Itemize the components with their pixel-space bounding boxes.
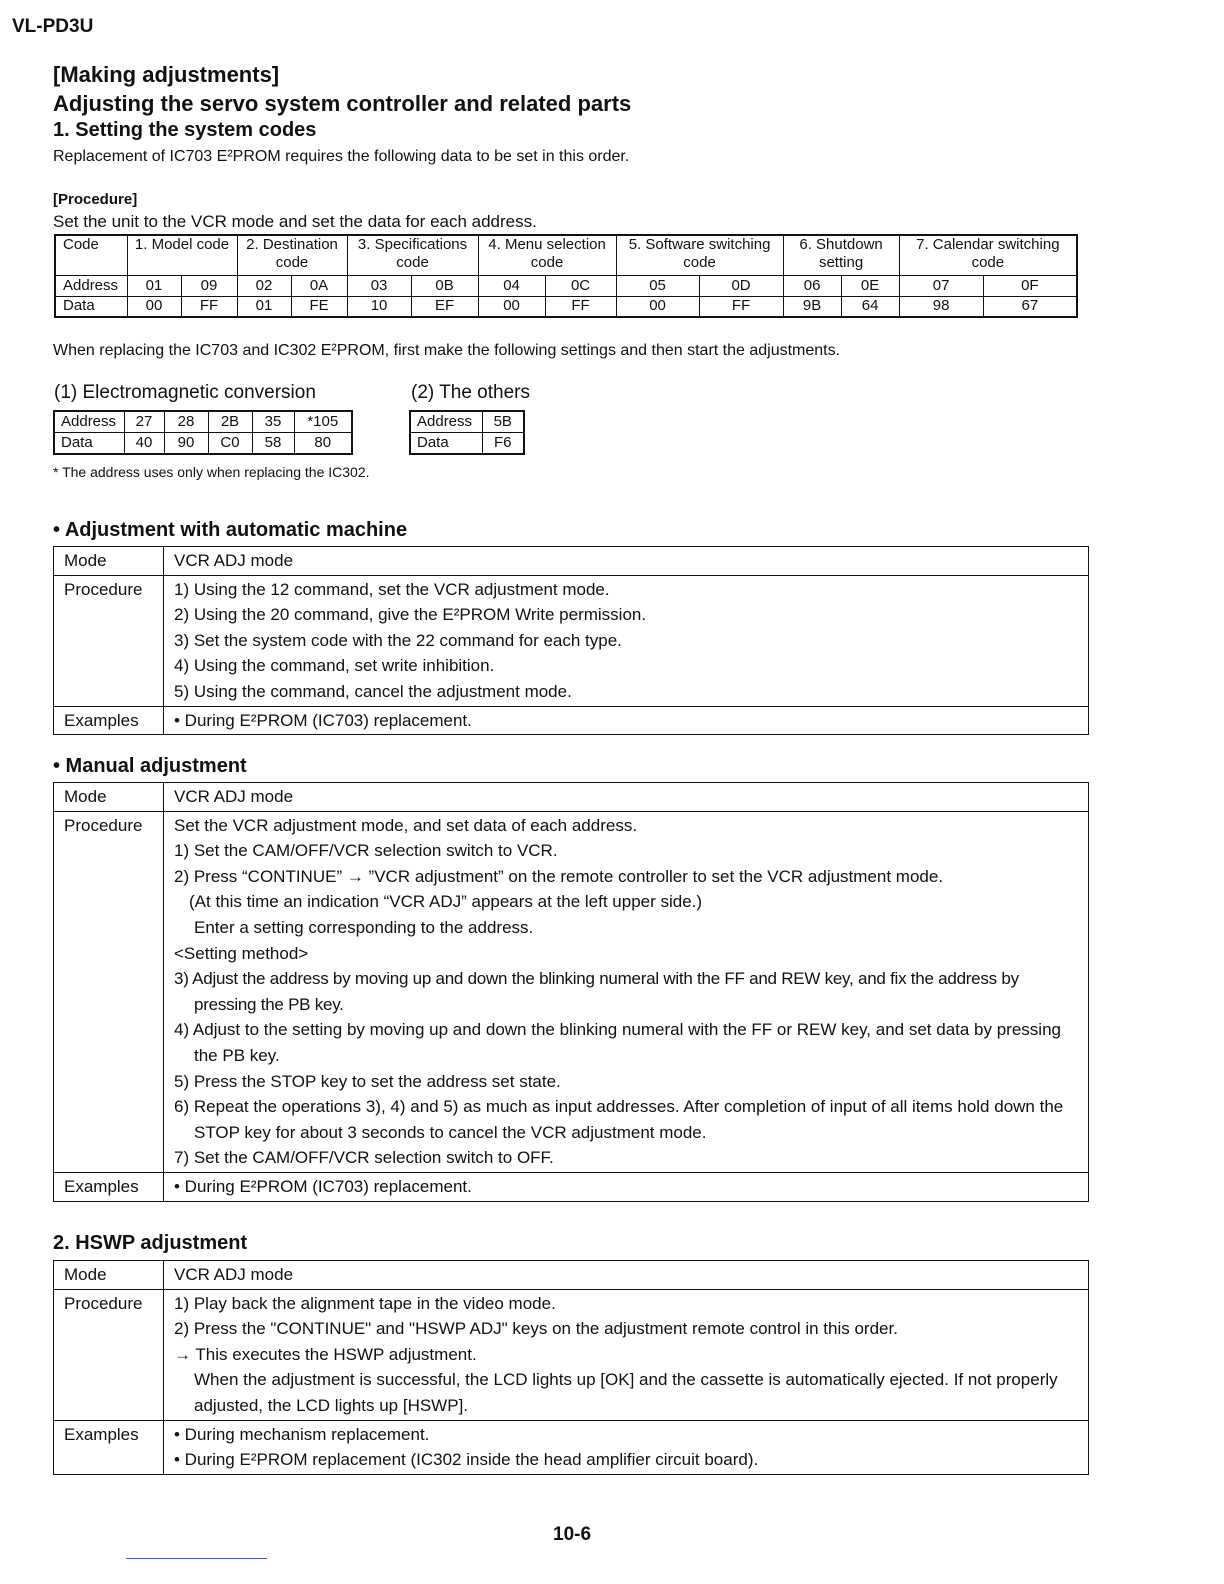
data-cell: EF — [411, 296, 478, 317]
auto-adjustment-table — [53, 546, 1089, 735]
example: • During E²PROM (IC703) replacement. — [164, 1172, 1089, 1201]
address-cell: 0E — [841, 275, 899, 296]
address-cell: 2B — [208, 411, 252, 433]
mode-label: Mode — [54, 1261, 164, 1290]
step: 3) Adjust the address by moving up and down the blinking numeral with the FF and REW key, and fix the address by pressing the PB key. — [174, 969, 1019, 1014]
step: 5) Press the STOP key to set the address set state. — [174, 1071, 561, 1091]
address-cell: 04 — [478, 275, 545, 296]
data-cell: FE — [291, 296, 347, 317]
data-cell: 01 — [237, 296, 291, 317]
examples-label: Examples — [54, 1172, 164, 1201]
address-cell: 0C — [545, 275, 616, 296]
data-cell: C0 — [208, 433, 252, 455]
examples-label: Examples — [54, 706, 164, 735]
data-cell: FF — [699, 296, 783, 317]
system-code-table — [54, 234, 1078, 318]
code-header: 5. Software switching code — [616, 235, 783, 275]
table-row — [54, 1289, 1089, 1420]
code-header: 1. Model code — [127, 235, 237, 275]
code-header: 6. Shutdown setting — [783, 235, 899, 275]
address-cell: 06 — [783, 275, 841, 296]
example: • During E²PROM replacement (IC302 inside the head amplifier circuit board). — [174, 1450, 759, 1470]
data-cell: F6 — [482, 433, 524, 455]
address-cell: 0A — [291, 275, 347, 296]
procedure-label: Procedure — [54, 1289, 164, 1420]
step: 3) Set the system code with the 22 command for each type. — [174, 630, 622, 650]
procedure-steps — [164, 575, 1089, 706]
data-cell: FF — [181, 296, 237, 317]
code-label: Code — [55, 235, 127, 275]
table-row — [54, 811, 1089, 1172]
examples-label: Examples — [54, 1420, 164, 1474]
code-header: 2. Destination code — [237, 235, 347, 275]
address-cell: 03 — [347, 275, 411, 296]
table-row — [54, 1420, 1089, 1474]
step: → This executes the HSWP adjustment. — [174, 1344, 477, 1364]
table-row — [54, 575, 1089, 706]
step: 4) Adjust to the setting by moving up and down the blinking numeral with the FF or REW key, and set data by pressing the PB key. — [174, 1020, 1061, 1065]
step: 1) Set the CAM/OFF/VCR selection switch to VCR. — [174, 841, 558, 861]
data-cell: FF — [545, 296, 616, 317]
address-label: Address — [54, 411, 124, 433]
step: 1) Play back the alignment tape in the video mode. — [174, 1293, 556, 1313]
procedure-steps — [164, 811, 1089, 1172]
address-cell: *105 — [294, 411, 352, 433]
procedure-steps — [164, 1289, 1089, 1420]
step: 6) Repeat the operations 3), 4) and 5) as much as input addresses. After completion of input of all items hold down the STOP key for about 3 seconds to cancel the VCR adjustment mode. — [174, 1097, 1064, 1142]
mode-value: VCR ADJ mode — [164, 547, 1089, 576]
data-cell: 10 — [347, 296, 411, 317]
code-header: 7. Calendar switching code — [899, 235, 1077, 275]
data-cell: 00 — [616, 296, 699, 317]
address-cell: 0F — [983, 275, 1077, 296]
code-header: 3. Specifications code — [347, 235, 478, 275]
data-row — [55, 296, 1077, 317]
table-row — [54, 433, 352, 455]
mode-value: VCR ADJ mode — [164, 783, 1089, 812]
others-title: (2) The others — [411, 382, 530, 403]
procedure-label: Procedure — [54, 811, 164, 1172]
address-cell: 07 — [899, 275, 983, 296]
table-row — [54, 547, 1089, 576]
step: <Setting method> — [174, 943, 309, 963]
table-row — [410, 433, 524, 455]
table-row — [54, 1261, 1089, 1290]
example: • During mechanism replacement. — [174, 1424, 430, 1444]
others-table — [409, 410, 525, 455]
data-cell: 64 — [841, 296, 899, 317]
code-header: 4. Menu selection code — [478, 235, 616, 275]
data-cell: 90 — [164, 433, 208, 455]
data-cell: 40 — [124, 433, 164, 455]
data-cell: 58 — [252, 433, 294, 455]
data-cell: 98 — [899, 296, 983, 317]
mode-label: Mode — [54, 547, 164, 576]
address-label: Address — [410, 411, 482, 433]
data-label: Data — [54, 433, 124, 455]
section-subtitle: Adjusting the servo system controller and related parts — [53, 91, 632, 116]
procedure-label: [Procedure] — [53, 191, 138, 208]
setting-intro: Replacement of IC703 E²PROM requires the following data to be set in this order. — [53, 148, 630, 165]
address-label: Address — [55, 275, 127, 296]
step: Enter a setting corresponding to the address. — [194, 917, 534, 937]
electromagnetic-title: (1) Electromagnetic conversion — [54, 382, 316, 403]
replacement-text: When replacing the IC703 and IC302 E²PROM, first make the following settings and then start the adjustments. — [53, 342, 841, 359]
table-row — [54, 783, 1089, 812]
address-cell: 0B — [411, 275, 478, 296]
hswp-adjustment-table — [53, 1260, 1089, 1475]
step: 2) Using the 20 command, give the E²PROM Write permission. — [174, 605, 647, 625]
setting-heading: 1. Setting the system codes — [53, 119, 317, 141]
step: (At this time an indication “VCR ADJ” appears at the left upper side.) — [189, 892, 703, 912]
data-cell: 9B — [783, 296, 841, 317]
step: 2) Press the "CONTINUE" and "HSWP ADJ" keys on the adjustment remote control in this order. — [174, 1319, 898, 1339]
code-row — [55, 235, 1077, 275]
data-cell: 00 — [478, 296, 545, 317]
data-label: Data — [410, 433, 482, 455]
mode-value: VCR ADJ mode — [164, 1261, 1089, 1290]
step: 1) Using the 12 command, set the VCR adjustment mode. — [174, 579, 610, 599]
address-cell: 5B — [482, 411, 524, 433]
page-number: 10-6 — [553, 1524, 592, 1545]
data-cell: 80 — [294, 433, 352, 455]
model-name: VL-PD3U — [12, 16, 94, 37]
step: 4) Using the command, set write inhibition. — [174, 656, 495, 676]
table-row — [54, 706, 1089, 735]
table-row — [54, 1172, 1089, 1201]
address-row — [55, 275, 1077, 296]
procedure-label: Procedure — [54, 575, 164, 706]
table-row — [54, 411, 352, 433]
address-cell: 28 — [164, 411, 208, 433]
section-title: [Making adjustments] — [53, 62, 280, 87]
step: Set the VCR adjustment mode, and set data of each address. — [174, 815, 638, 835]
hswp-adjustment-heading: 2. HSWP adjustment — [53, 1232, 248, 1254]
procedure-text: Set the unit to the VCR mode and set the data for each address. — [53, 212, 537, 231]
footer-rule — [126, 1558, 267, 1559]
table-row — [410, 411, 524, 433]
address-cell: 02 — [237, 275, 291, 296]
step: 5) Using the command, cancel the adjustment mode. — [174, 681, 572, 701]
address-cell: 35 — [252, 411, 294, 433]
auto-adjustment-heading: • Adjustment with automatic machine — [53, 519, 408, 541]
address-cell: 05 — [616, 275, 699, 296]
electromagnetic-table — [53, 410, 353, 455]
manual-adjustment-heading: • Manual adjustment — [53, 755, 247, 777]
step: When the adjustment is successful, the LCD lights up [OK] and the cassette is automatically ejected. If not properly adjusted, the LCD lights up [HSWP]. — [194, 1370, 1058, 1415]
step: 2) Press “CONTINUE” → ”VCR adjustment” on the remote controller to set the VCR adjustment mode. — [174, 866, 944, 886]
replacement-note: * The address uses only when replacing the IC302. — [53, 464, 370, 480]
step: 7) Set the CAM/OFF/VCR selection switch to OFF. — [174, 1148, 554, 1168]
address-cell: 0D — [699, 275, 783, 296]
data-label: Data — [55, 296, 127, 317]
example: • During E²PROM (IC703) replacement. — [164, 706, 1089, 735]
examples-list — [164, 1420, 1089, 1474]
address-cell: 09 — [181, 275, 237, 296]
manual-adjustment-table — [53, 782, 1089, 1202]
data-cell: 67 — [983, 296, 1077, 317]
data-cell: 00 — [127, 296, 181, 317]
mode-label: Mode — [54, 783, 164, 812]
address-cell: 27 — [124, 411, 164, 433]
address-cell: 01 — [127, 275, 181, 296]
